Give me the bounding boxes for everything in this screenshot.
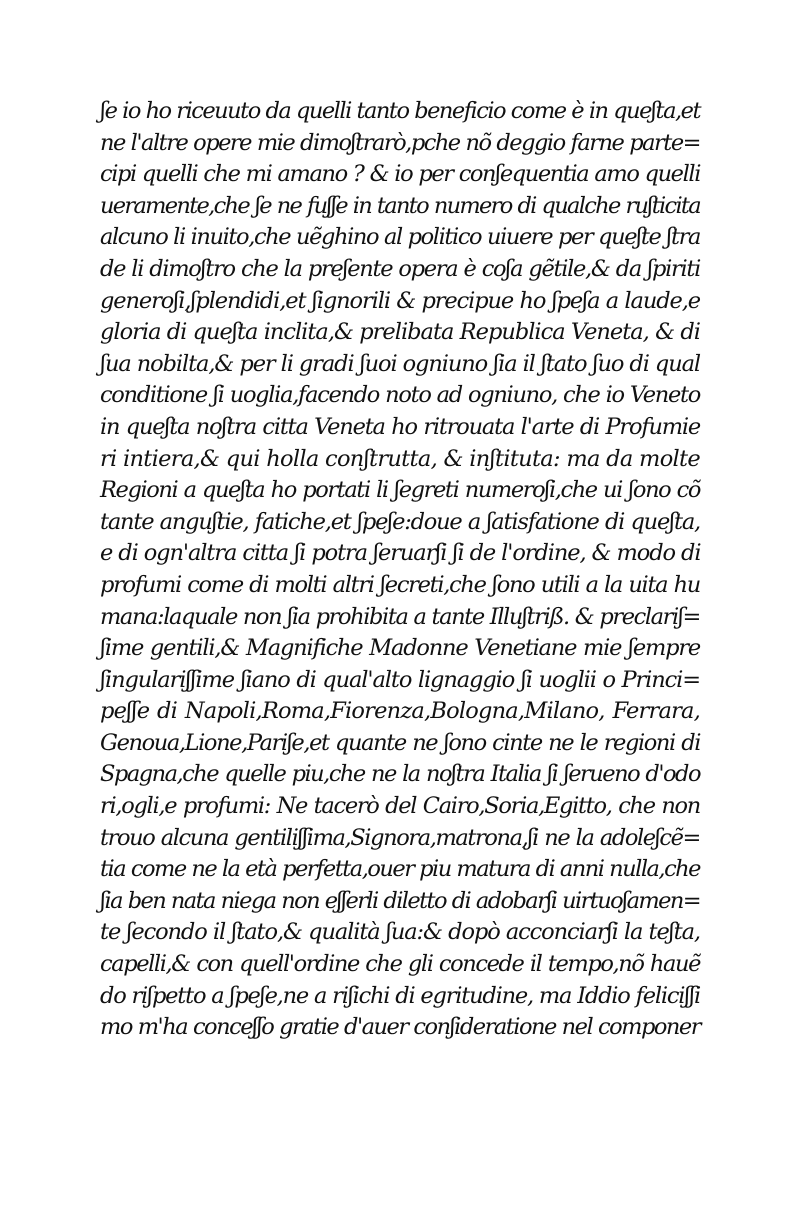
- text-line: ʃia ben nata niega non eʃʃerli diletto di adobarʃi uirtuoʃamen=: [100, 887, 700, 914]
- text-line: ri intiera,& qui holla conʃtrutta, & inʃtituta: ma da molte: [100, 445, 700, 472]
- text-line: cipi quelli che mi amano ? & io per conʃequentia amo quelli: [100, 161, 700, 188]
- text-line: do riʃpetto a ʃpeʃe,ne a riʃichi di egritudine, ma Iddio feliciʃʃi: [100, 982, 701, 1009]
- text-line: ʃingulariʃʃime ʃiano di qual'alto lignaggio ʃi uoglii o Princi=: [100, 666, 700, 693]
- text-line: Genoua,Lione,Pariʃe,et quante ne ʃono cinte ne le regioni di: [100, 729, 700, 756]
- text-line: gloria di queʃta inclita,& prelibata Republica Veneta, & di: [100, 319, 700, 346]
- text-line: Regioni a queʃta ho portati li ʃegreti numeroʃi,che ui ʃono cõ: [100, 477, 700, 504]
- text-line: trouo alcuna gentiliʃʃima,Signora,matrona,ʃi ne la adoleʃcẽ=: [100, 824, 700, 851]
- text-line: peʃʃe di Napoli,Roma,Fiorenza,Bologna,Milano, Ferrara,: [100, 698, 700, 725]
- text-line: Spagna,che quelle piu,che ne la noʃtra Italia ʃi ʃerueno d'odo: [100, 761, 700, 788]
- text-line: capelli,& con quell'ordine che gli concede il tempo,nõ hauẽ: [100, 951, 700, 978]
- text-line: mana:laquale non ʃia prohibita a tante Illuʃtriß. & preclariʃ=: [100, 603, 700, 630]
- text-line: tia come ne la età perfetta,ouer piu matura di anni nulla,che: [100, 856, 700, 883]
- text-line: ueramente,che ʃe ne fuʃʃe in tanto numero di qualche ruʃticita: [100, 192, 700, 219]
- text-line: mo m'ha conceʃʃo gratie d'auer conʃideratione nel componer: [100, 1014, 700, 1041]
- text-line: generoʃi,ʃplendidi,et ʃignorili & precipue ho ʃpeʃa a laude,e: [100, 287, 700, 314]
- text-line: de li dimoʃtro che la preʃente opera è coʃa gẽtile,& da ʃpiriti: [100, 255, 700, 282]
- text-line: profumi come di molti altri ʃecreti,che ʃono utili a la uita hu: [100, 571, 700, 598]
- text-line: ri,ogli,e profumi: Ne tacerò del Cairo,Soria,Egitto, che non: [100, 793, 700, 820]
- body-text: [100, 96, 700, 1044]
- text-line: tante anguʃtie, fatiche,et ʃpeʃe:doue a ʃatisfatione di queʃta,: [100, 508, 700, 535]
- text-line: ʃua nobilta,& per li gradi ʃuoi ogniuno ʃia il ʃtato ʃuo di qual: [100, 350, 700, 377]
- text-line: ne l'altre opere mie dimoʃtrarò,pche nõ deggio farne parte=: [100, 129, 700, 156]
- text-line: conditione ʃi uoglia,facendo noto ad ogniuno, che io Veneto: [100, 382, 700, 409]
- text-line: alcuno li inuito,che uẽghino al politico uiuere per queʃte ʃtra: [100, 224, 700, 251]
- text-line: in queʃta noʃtra citta Veneta ho ritrouata l'arte di Profumie: [100, 413, 700, 440]
- text-line: te ʃecondo il ʃtato,& qualità ʃua:& dopò acconciarʃi la teʃta,: [100, 919, 700, 946]
- text-line: e di ogn'altra citta ʃi potra ʃeruarʃi ʃi de l'ordine, & modo di: [100, 540, 701, 567]
- text-line: ʃime gentili,& Magnifiche Madonne Venetiane mie ʃempre: [100, 635, 700, 662]
- text-line: ʃe io ho riceuuto da quelli tanto beneficio come è in queʃta,et: [100, 98, 700, 124]
